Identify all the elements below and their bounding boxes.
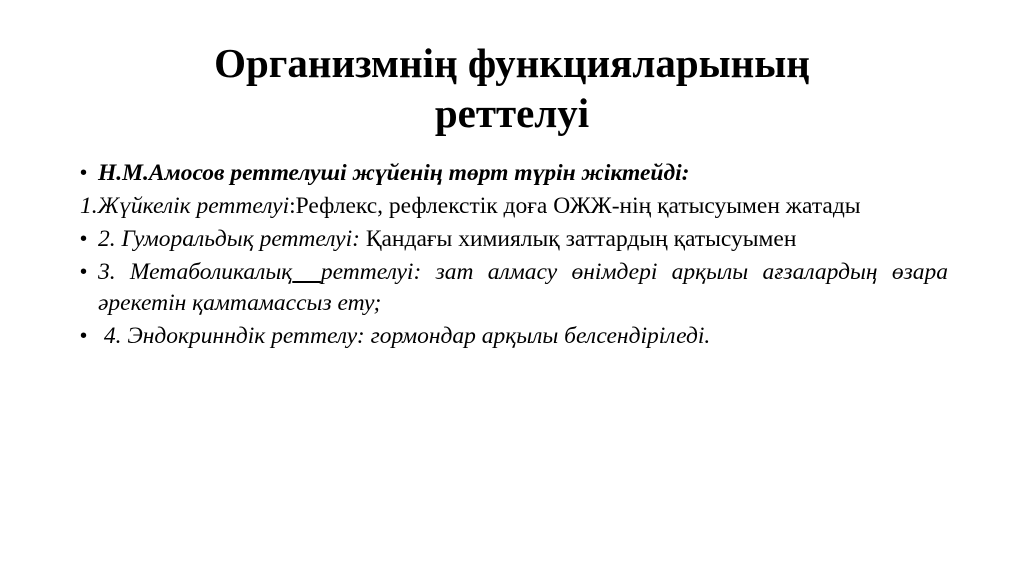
item3-text: реттелуі: зат алмасу өнімдері арқылы ағзалардың өзара әрекетін қамтамассыз ету; (98, 259, 949, 316)
slide-title (80, 38, 944, 138)
bullet-intro (80, 158, 948, 189)
title-line-2: реттелуі (434, 90, 590, 136)
bullet-endocrine-regulation (80, 321, 948, 352)
item2-term: 2. Гуморальдық реттелуі: (98, 226, 360, 252)
item4-text: 4. Эндокринндік реттелу: гормондар арқылы белсендіріледі. (98, 323, 711, 349)
slide-body (80, 158, 948, 352)
title-line-1: Организмнің функцияларының (214, 40, 810, 86)
item3-term: 3. Метаболикалық (98, 259, 293, 285)
bullet-metabolic-regulation (80, 257, 948, 319)
item1-text: :Рефлекс, рефлекстік доға ОЖЖ-нің қатысуымен жатады (289, 193, 861, 219)
bullet-humoral-regulation (80, 224, 948, 255)
item3-underline-gap (292, 259, 321, 285)
intro-text: Н.М.Амосов реттелуші жүйенің төрт түрін жіктейді: (98, 160, 690, 186)
item1-term: 1.Жүйкелік реттелуі (80, 193, 290, 219)
item-nervous-regulation (80, 191, 948, 222)
item2-text: Қандағы химиялық заттардың қатысуымен (359, 226, 797, 252)
